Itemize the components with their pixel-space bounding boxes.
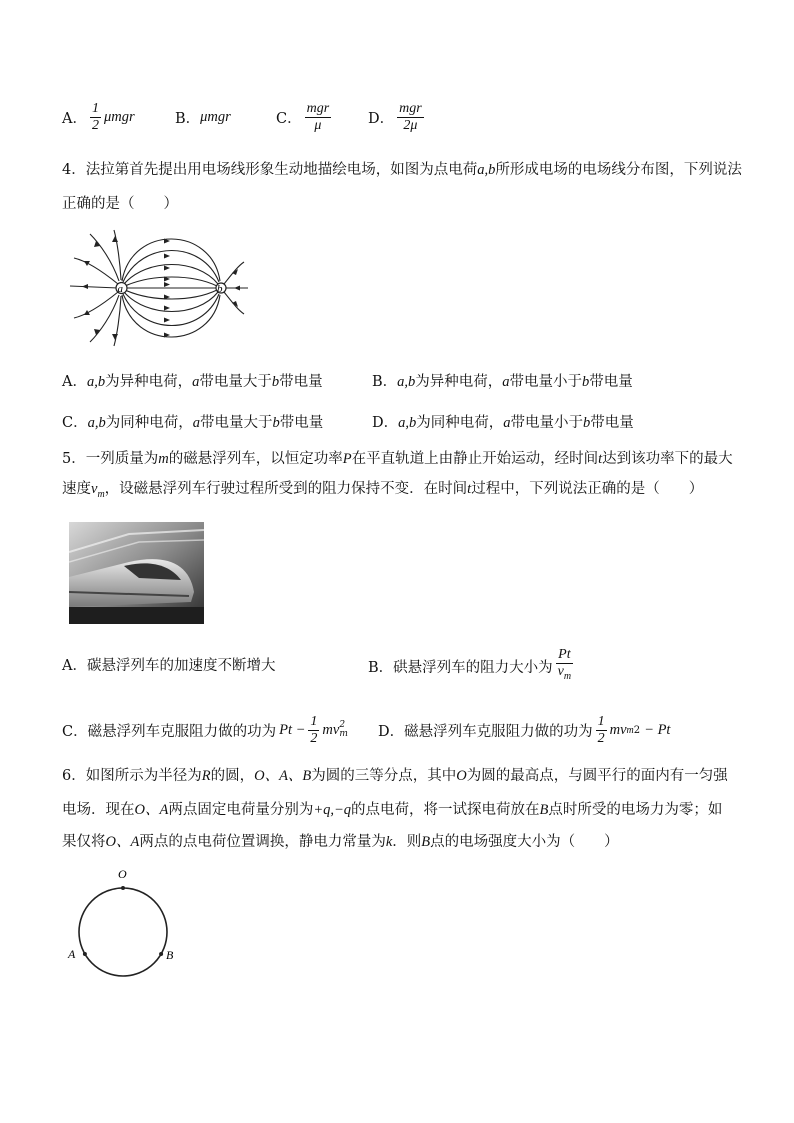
q5-option-d: D．磁悬浮列车克服阻力做的功为 $\frac{1}{2}$ mv m 2 − Pt — [378, 713, 671, 746]
q5-option-b: B．硔悬浮列车的阻力大小为 $\frac{Pt}{v_m}$ — [368, 644, 576, 688]
q4-option-b: B．a,b为异种电荷，a带电量小于b带电量 — [372, 374, 633, 390]
q5-stem-line2: 速度$v_m$，设磁悬浮列车行驶过程所受到的阻力保持不变．在时间t过程中，下列说法正确的是（ ） — [62, 481, 704, 500]
q4-option-d: D．a,b为同种电荷，a带电量小于b带电量 — [372, 415, 634, 431]
circle-diagram — [62, 862, 182, 987]
label-b: B — [166, 948, 174, 962]
point-b — [159, 952, 163, 956]
q4-stem-line2: 正确的是（ ） — [62, 196, 178, 212]
fraction: $\frac{Pt}{v_m}$ — [557, 647, 572, 682]
fraction: $\frac{\text{mgr}}{2\mu}$ — [399, 100, 422, 133]
fraction: $\frac{1}{2}$ — [597, 713, 605, 746]
q3-option-b: B． μmgr — [175, 108, 231, 127]
label-a: A — [68, 947, 76, 961]
label-o: O — [118, 867, 127, 881]
q5-stem-line1: 5．一列质量为m的磁悬浮列车，以恒定功率P在平直轨道上由静止开始运动，经时间t达到该功率下的最大 — [62, 451, 733, 467]
q4-option-c: C．a,b为同种电荷，a带电量大于b带电量 — [62, 415, 324, 431]
maglev-train-photo — [69, 522, 204, 624]
fraction: $\frac{1}{2}$ — [310, 713, 318, 746]
q5-option-a: A．碳悬浮列车的加速度不断增大 — [62, 658, 276, 674]
charge-b-label: b — [217, 283, 223, 295]
q6-stem-line2: 电场．现在O、A两点固定电荷量分别为+q,−q的点电荷，将一试探电荷放在B点时所受的电场力为零；如 — [62, 802, 723, 818]
q6-stem-line1: 6．如图所示为半径为R的圆，O、A、B为圆的三等分点，其中O为圆的最高点，与圆平行的面内有一匀强 — [62, 768, 728, 784]
point-o — [121, 886, 125, 890]
q3-option-a: A． $\frac{1}{2}$ μmgr — [62, 100, 135, 133]
electric-field-lines-diagram — [62, 226, 252, 351]
point-a — [83, 952, 87, 956]
q4-stem-line1: 4．法拉第首先提出用电场线形象生动地描绘电场，如图为点电荷a,b所形成电场的电场线分布图，下列说法 — [62, 162, 742, 178]
q3-option-c: C． $\frac{\text{mgr}}{\mu}$ — [276, 100, 330, 133]
charge-a-label: a — [117, 283, 123, 295]
q6-stem-line3: 果仅将O、A两点的点电荷位置调换，静电力常量为k．则B点的电场强度大小为（ ） — [62, 834, 619, 850]
circle — [79, 888, 167, 976]
fraction: $\frac{1}{2}$ — [91, 100, 99, 133]
q5-option-c: C．磁悬浮列车克服阻力做的功为 Pt − $\frac{1}{2}$ mv 2 m — [62, 713, 348, 746]
q3-option-d: D． $\frac{\text{mgr}}{2\mu}$ — [368, 100, 422, 133]
q4-option-a: A．a,b为异种电荷，a带电量大于b带电量 — [62, 374, 323, 390]
fraction: $\frac{\text{mgr}}{\mu}$ — [306, 100, 330, 133]
